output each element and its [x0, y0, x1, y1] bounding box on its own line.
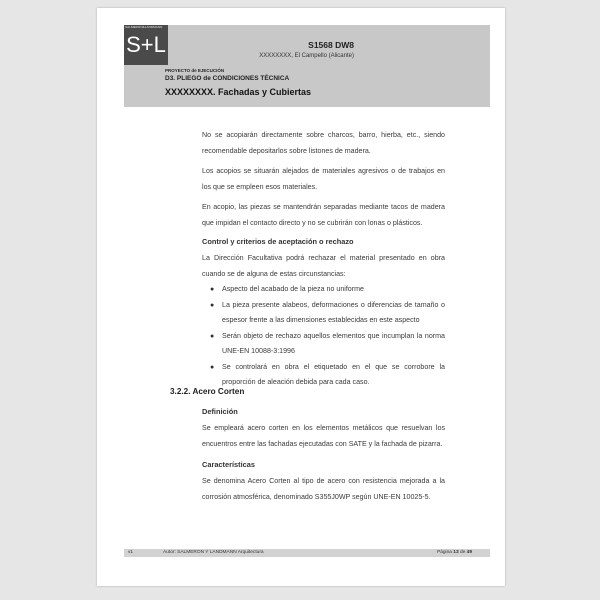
section-title: D3. PLIEGO de CONDICIONES TÉCNICA — [165, 75, 290, 82]
paragraph: En acopio, las piezas se mantendrán separadas mediante tacos de madera que impidan el contacto directo y no se cubrirán con lonas o plásticos. — [202, 203, 445, 227]
paragraph: Se empleará acero corten en los elementos metálicos que resuelvan los encuentros entre las fachadas ejecutadas con SATE y la fachada de pizarra. — [202, 424, 445, 448]
document-code: S1568 DW8 — [308, 40, 354, 50]
caracteristicas-heading: Características — [202, 460, 256, 469]
footer-version: v1 — [128, 550, 134, 555]
bullet-icon: ● — [210, 332, 215, 340]
page-footer — [124, 549, 490, 557]
list-item: ● Aspecto del acabado de la pieza no uniforme — [208, 282, 445, 298]
project-label: PROYECTO de EJECUCIÓN — [165, 68, 225, 73]
bullet-icon: ● — [210, 363, 215, 371]
bullet-icon: ● — [210, 301, 215, 309]
paragraph: La Dirección Facultativa podrá rechazar el material presentado en obra cuando se de alguna de estas circunstancias: — [202, 254, 445, 278]
rejection-criteria-list — [202, 282, 445, 391]
list-item: ● Serán objeto de rechazo aquellos elementos que incumplan la norma UNE-EN 10088-3:1996 — [208, 329, 445, 360]
paragraph: Los acopios se situarán alejados de materiales agresivos o de trabajos en los que se empleen esos materiales. — [202, 167, 445, 191]
list-item: ● La pieza presente alabeos, deformaciones o diferencias de tamaño o espesor frente a las dimensiones establecidas en este aspecto — [208, 298, 445, 329]
page-number: Página 13 de 49 — [437, 550, 472, 555]
logo-caption: SALMERON&LANDMANN — [125, 25, 163, 29]
control-heading: Control y criterios de aceptación o rechazo — [202, 237, 354, 246]
section-content — [202, 405, 445, 505]
company-logo — [124, 25, 168, 65]
section-heading: 3.2.2. Acero Corten — [170, 387, 245, 396]
document-location: XXXXXXXX, El Campello (Alicante) — [259, 53, 354, 59]
logo-mark: S+L — [126, 32, 166, 57]
bullet-icon: ● — [210, 286, 215, 293]
list-item: ● Se controlará en obra el etiquetado en el que se corrobore la proporción de aleación debida para cada caso. — [208, 360, 445, 391]
paragraph: No se acopiarán directamente sobre charcos, barro, hierba, etc., siendo recomendable depositarlos sobre listones de madera. — [202, 131, 445, 155]
footer-author: Autor: SALMERON Y LANDMANN Arquitectura — [163, 550, 264, 555]
main-content — [202, 128, 445, 391]
definicion-heading: Definición — [202, 407, 238, 416]
paragraph: Se denomina Acero Corten al tipo de acero con resistencia mejorada a la corrosión atmosférica, denominado S355J0WP según UNE-EN 10025-5. — [202, 477, 445, 501]
document-title: XXXXXXXX. Fachadas y Cubiertas — [165, 87, 312, 97]
